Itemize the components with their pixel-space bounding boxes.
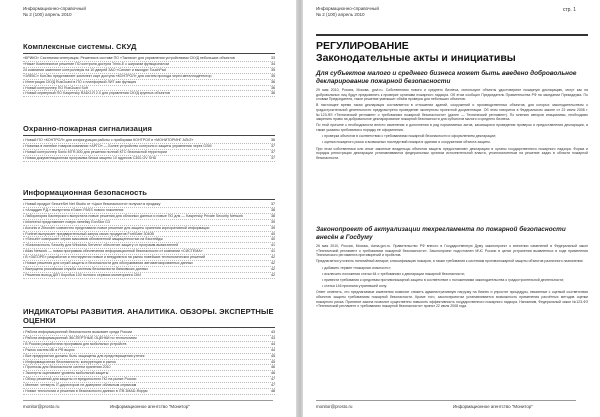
toc-entry-page: 36 bbox=[271, 79, 275, 84]
toc-entry[interactable] bbox=[23, 389, 275, 395]
toc-entry-page: 44 bbox=[271, 347, 275, 352]
toc-entry-page: 36 bbox=[271, 138, 275, 142]
toc-entry-text: • Fortinet выпускает предварительный запуск своих продуктов FortiGate 3040B bbox=[23, 231, 154, 236]
toc-entry-text: • Новинка в линейке товаров компании «АРГО» — Более устройство контроля и защиты управления через GSM bbox=[23, 143, 212, 148]
page-title: РЕГУЛИРОВАНИЕ Законодательные акты и инициативы bbox=[316, 40, 516, 64]
toc-entry[interactable] bbox=[23, 156, 275, 162]
toc-entry-page: 47 bbox=[271, 383, 275, 388]
toc-entry-text: • «Безопасность Security для Windows Servers» обеспечит защиту от программ-вымогателей bbox=[23, 243, 179, 248]
toc-entry-page: 45 bbox=[271, 359, 275, 364]
toc-section bbox=[23, 186, 275, 279]
article1-paragraph: По этой причине к необходимости внести изменения и дополнения в ряд нормативных актов, касающихся проведения проверок и предоставления декларации, а также указаны требования к порядку ее оформления. bbox=[316, 123, 588, 132]
toc-entry-text: • Интеграция СКУД RusGuard в ПО с платформой ЛИТ как функция bbox=[23, 79, 137, 84]
article2-bullet: • добавить термин «пожарная опасность»; bbox=[322, 265, 392, 270]
toc-entry-text: 24 компании заменяют контроллеры на 10 дверей ЗАО «Сигма» и выходят TouchPad bbox=[23, 67, 166, 72]
toc-section-title: ИНДИКАТОРЫ РАЗВИТИЯ. АНАЛИТИКА. ОБЗОРЫ. ЭКСПЕРТНЫЕ ОЦЕНКИ bbox=[23, 305, 275, 328]
toc-entry-page: 37 bbox=[271, 143, 275, 148]
toc-entry-page: 39 bbox=[271, 225, 275, 230]
toc-entry-text: • Прогнозы для безопасности систем хранения 2010 bbox=[23, 365, 111, 370]
toc-entry-page: 37 bbox=[271, 155, 275, 160]
toc-entry-page: 34 bbox=[271, 61, 275, 66]
toc-section-title: Информационная безопасность bbox=[23, 186, 275, 200]
toc-entry[interactable] bbox=[23, 91, 275, 97]
toc-entry-text: • Новый ПО «КОНТРОЛ» для конфигурации работы с приборами КОНТРОЛ и «МОНИТОРИНГ АЛЬТ» bbox=[23, 138, 194, 142]
article2-paragraph: Предлагается уточнить понятийный аппарат, классификацию пожаров, а также требования к системам противопожарной защиты объектов различного назначения: bbox=[316, 259, 584, 264]
article1-subtitle: Для субъектов малого и среднего бизнеса может быть введено добровольное декларирование пожарной безопасности bbox=[316, 70, 577, 85]
article1-closing: При этом собственники или иные законные владельцы объектов защиты предоставляют декларацию в органы государственного пожарного надзора. Форма и порядок регистрации декларации устанавливаются федеральным органом исполнительной власти, уполномоченным на решение задач в области пожарной безопасности. bbox=[316, 146, 588, 160]
toc-entry-text: • В России разработана программа для мобильных устройств bbox=[23, 341, 127, 346]
article1-paragraph: В настоящее время такая декларация составляется в отношении зданий, сооружений и производственных объектов, для которых законодательством о градостроительной деятельности предусмотрено проведение экспертизы проектной документации. Об этом говорится в Федеральном законе от 22 июля 2008 г. №123-ФЗ «Технический регламент о требованиях пожарной безопасности» (далее — Технический регламент). По мнению авторов инициативы, необходимо закрепить право на добровольное декларирование пожарной безопасности для субъектов малого и среднего бизнеса. bbox=[316, 103, 588, 122]
toc-entry-text: «ЭЛЕКС» КонЭкс представляет комплект карт доступа «КОНТРОЛ» для систем прохода через металлодетектор bbox=[23, 73, 212, 78]
left-header-line-2: № 2 (100) апрель 2010 bbox=[23, 12, 72, 17]
left-page bbox=[0, 0, 297, 417]
toc-entry-page: 38 bbox=[271, 207, 275, 212]
article2-paragraph: 26 мая 2010, Россия, Москва, duma.gov.ru. Правительство РФ внесло в Государственную Думу законопроект о внесении изменений в Федеральный закон «Технический регламент о требованиях пожарной безопасности». Законопроект подготовлен МЧС России в целях устранения выявленных в ходе применения Технического регламента противоречий и пробелов. bbox=[316, 244, 588, 258]
toc-entry-text: • Информационная безопасность: конкуренция и рынок bbox=[23, 359, 116, 364]
toc-entry-page: 42 bbox=[271, 261, 275, 266]
toc-entry-text: • Atlas Network — новая программа обеспечения информационной безопасности от компании «СИСТЕМА» bbox=[23, 249, 203, 254]
toc-entry-text: • Работа информационной безопасности вызывает среди России bbox=[23, 330, 133, 334]
toc-entry-page: 40 bbox=[271, 231, 275, 236]
toc-entry-page: 37 bbox=[271, 149, 275, 154]
article2-bullet: • привести требования к средствам противопожарной защиты в соответствие с положениями законодательства о градостроительной деятельности; bbox=[322, 277, 564, 282]
toc-entry-page: 33 bbox=[271, 56, 275, 60]
toc-entry-text: • «Аладдин Р.Д.» выпустила eToken PASS нового поколения bbox=[23, 207, 124, 212]
toc-entry-text: «Ника» Комплексное решение ПО контроля доступа Trinix-Е с широким функционалом bbox=[23, 61, 169, 66]
right-footer-center: Информационное агентство "Монитор" bbox=[453, 404, 533, 409]
toc-entry-page: 36 bbox=[271, 91, 275, 96]
right-header-line-1: Информационно-справочный bbox=[316, 6, 379, 11]
toc-entry-text: • Infortrend представляет новую линейку EonStor G3 bbox=[23, 219, 110, 224]
toc-entry-text: • Работа информационной ЭКСПЕРТНЫЕ ОЦЕНКИ по технологиям bbox=[23, 335, 137, 340]
left-header-line-1: Информационно-справочный bbox=[23, 6, 86, 11]
toc-entry-page: 42 bbox=[271, 272, 275, 277]
toc-entry-page: 41 bbox=[271, 249, 275, 254]
toc-entry-text: • Новые технологии и решения в безопасности данных в ITB 3MAD-Форум bbox=[23, 389, 148, 394]
article2-body bbox=[316, 244, 588, 310]
toc-entry-page: 42 bbox=[271, 255, 275, 260]
toc-entry-text: • Рынок систем ИБ в РФ вырос bbox=[23, 347, 75, 352]
toc-entry-text: • Все предприятия должны быть защищены для предотвращения утечек bbox=[23, 353, 145, 358]
left-footer-email[interactable]: monitor@prosto.ru bbox=[23, 404, 60, 409]
toc-entry-page: 36 bbox=[271, 85, 275, 90]
article2-bullet: • исключить положения статьи 64 о требованиях к декларации пожарной безопасности; bbox=[322, 271, 465, 276]
toc-entry-page: 43 bbox=[271, 330, 275, 334]
toc-entry-page: 40 bbox=[271, 237, 275, 242]
toc-section-title: Комплексные системы. СКУД bbox=[23, 40, 275, 54]
toc-section-title: Охранно-пожарная сигнализация bbox=[23, 122, 275, 136]
article1-bullet: • проверка объектов в соответствии с требованиями пожарной безопасности и оформлением декларации; bbox=[322, 134, 496, 139]
toc-entry-text: • Лаборатория Касперского выпустила новые решения для облачных данных и новые ПО для — Kaspersky Private Security Network bbox=[23, 213, 244, 218]
title-rule bbox=[316, 34, 588, 36]
right-header bbox=[316, 6, 379, 18]
toc-entry-page: 48 bbox=[271, 389, 275, 394]
toc-entry-text: • Новый контроллер Sonic MTR-500 для решения полной КТС безопасной территории bbox=[23, 149, 167, 154]
right-page-label: стр. 1 bbox=[562, 7, 576, 13]
toc-entry[interactable] bbox=[23, 273, 275, 279]
toc-section bbox=[23, 122, 275, 162]
toc-entry-page: 45 bbox=[271, 353, 275, 358]
right-header-line-2: № 2 (100) апрель 2010 bbox=[316, 12, 365, 17]
toc-entry-text: • Новый контроллер ПО RusGuard Soft bbox=[23, 85, 88, 90]
right-footer-divider bbox=[316, 400, 576, 401]
toc-entry-page: 46 bbox=[271, 371, 275, 376]
toc-entry-text: • Обзор решений для защиты от вредоносного ПО на рынке России bbox=[23, 377, 137, 382]
left-footer-center: Информационное агентство "Монитор" bbox=[110, 404, 190, 409]
toc-entry-page: 44 bbox=[271, 341, 275, 346]
toc-entry-text: • Новый серверный ПО Kaspersky RADO-R 2.0 для управления СКУД крупных объектов bbox=[23, 91, 170, 96]
toc-entry-text: • В «ЗАТОРЕ» разработан и тестируются новые и внедряются на рынок новейших технологических решений bbox=[23, 255, 206, 260]
toc-entry-text: • Новая документационная программа блока защиты 10 адресов С300-GV SHD bbox=[23, 155, 157, 160]
toc-entry-text: • Новые решения для служб защиты и безопасности для обслуживания автоматизированных данных bbox=[23, 261, 193, 266]
toc-entry-page: 46 bbox=[271, 365, 275, 370]
toc-entry-text: • «Securit» совершает серию массивов обновленной защищенностью на бэкстейдж bbox=[23, 237, 163, 242]
toc-entry-page: 42 bbox=[271, 266, 275, 271]
toc-entry-page: 37 bbox=[271, 202, 275, 206]
toc-entry-page: 35 bbox=[271, 67, 275, 72]
article1-paragraph: 29 мая 2010, Россия, Москва, govt.ru. Собственники нового и среднего бизнеса, используют объекты удостоверяют пожарную декларацию, могут как на добровольных лиц будут предъявлять к проверке органами пожарного надзора. Об этом сообщил Председатель Правительства РФ на заседании Президиума. По словам Председателя, такое решение уменьшит объём проверок для небольших объектов. bbox=[316, 88, 588, 102]
toc-entry-page: 43 bbox=[271, 335, 275, 340]
article1-body bbox=[316, 88, 588, 162]
toc-section bbox=[23, 40, 275, 97]
toc-entry-text: • Решения выход ДЛП Коробка 100 полного сервиса мониторинга СКИ bbox=[23, 272, 141, 277]
toc-entry-page: 38 bbox=[271, 213, 275, 218]
toc-section bbox=[23, 305, 275, 395]
toc-entry-page: 47 bbox=[271, 377, 275, 382]
toc-entry-text: • Выпущена российская служба системы безопасности банковских данных bbox=[23, 266, 149, 271]
article2-subtitle: Законопроект об актуализации техрегламента по пожарной безопасности внесён в Госдуму bbox=[316, 226, 566, 241]
article1-bullet: • оценка пожарного риска и возможных последствий пожара в зданиях и сооружениях объекта защиты. bbox=[322, 140, 491, 145]
toc-entry-text: «БРИКО» Системная интеграция. Решения в составе ПО «Тактика» для управления устройствами СКУД небольших объектов bbox=[23, 56, 235, 60]
right-page bbox=[303, 0, 600, 417]
toc-entry-text: • Новый продукт SecureSet Net Studio от «Цикл безопасности» получил в продажу bbox=[23, 202, 161, 206]
article2-closing: Ответ отметить, что предлагаемые изменения позволят снизить административную нагрузку на бизнес и упростят процедуры, связанные с оценкой соответствия объектов защиты требованиям пожарной безопасности. Кроме того, законопроектом устанавливается возможность применения расчётных методов оценки пожарного риска. Принятие закона позволит существенно повысить эффективность государственного пожарного надзора. Напомним, Федеральный закон №123-ФЗ «Технический регламент о требованиях пожарной безопасности» принят 22 июля 2008 года. bbox=[316, 290, 588, 309]
left-footer-divider bbox=[23, 400, 273, 401]
toc-entry-page: 39 bbox=[271, 219, 275, 224]
toc-entry-text: • Acronis и Zthunder совместно представили новое решение для защиты хранения корпоративной информации bbox=[23, 225, 210, 230]
toc-entry-text: • Мнение: четверть IT-директоров не доверяют облачным сервисам bbox=[23, 383, 137, 388]
toc-entry-text: • Эксперты оценивают уровень мобильной защиты bbox=[23, 371, 109, 376]
left-header bbox=[23, 6, 86, 18]
article2-bullet: • статья 146 признана утратившей силу. bbox=[322, 284, 388, 289]
right-footer-email[interactable]: monitor@prosto.ru bbox=[316, 404, 353, 409]
toc-entry-page: 41 bbox=[271, 243, 275, 248]
toc-entry-page: 35 bbox=[271, 73, 275, 78]
